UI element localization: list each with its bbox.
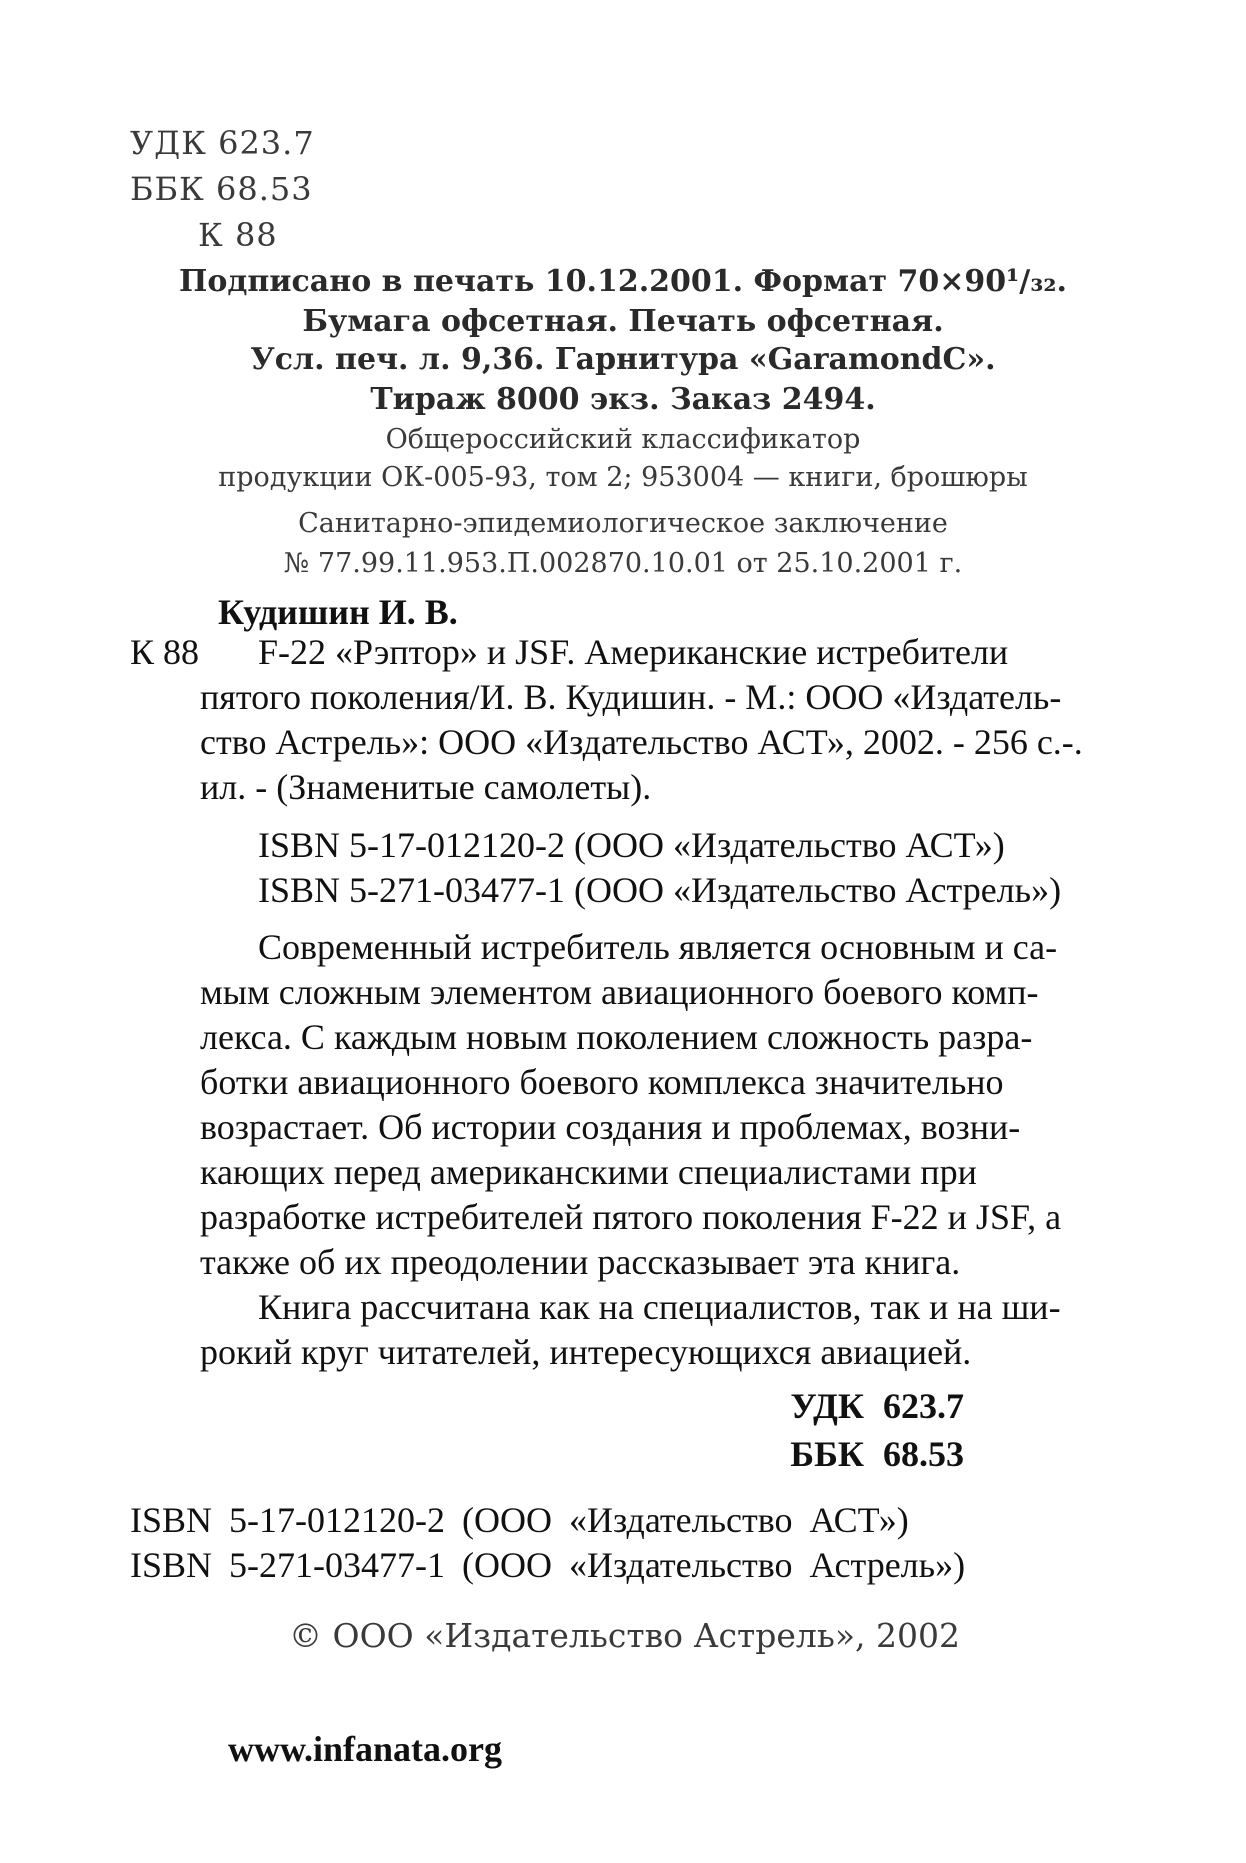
copyright-line: © ООО «Издательство Астрель», 2002 (289, 1616, 960, 1655)
isbn-footer-2: ISBN 5-271-03477-1 (ООО «Издательство Астрель») (130, 1545, 966, 1585)
udk-code-top: УДК 623.7 (130, 124, 315, 162)
abstract-line-1: Современный истребитель является основным и са- (258, 927, 1058, 967)
classifier-line-2: продукции ОК-005-93, том 2; 953004 — книги, брошюры (218, 462, 1028, 493)
author-mark-top: К 88 (198, 216, 278, 254)
abstract-line-3: лекса. С каждым новым поколением сложность разра- (200, 1017, 1033, 1057)
abstract-line-5: возрастает. Об истории создания и проблемах, возни- (200, 1107, 1021, 1147)
catalog-udk: УДК 623.7 (790, 1386, 964, 1426)
sanitary-line-2: № 77.99.11.953.П.002870.10.01 от 25.10.2001 г. (283, 548, 963, 579)
catalog-isbn-1: ISBN 5-17-012120-2 (ООО «Издательство АСТ») (258, 825, 1005, 865)
abstract-line-2: мым сложным элементом авиационного боевого комп- (200, 972, 1039, 1012)
imprint-line-4: Тираж 8000 экз. Заказ 2494. (370, 382, 876, 417)
bbk-code-top: ББК 68.53 (130, 170, 313, 208)
catalog-mark: К 88 (130, 632, 200, 672)
imprint-line-3: Усл. печ. л. 9,36. Гарнитура «GaramondC». (250, 342, 996, 377)
audience-line-2: рокий круг читателей, интересующихся авиацией. (200, 1332, 972, 1372)
abstract-line-4: ботки авиационного боевого комплекса значительно (200, 1062, 1004, 1102)
audience-line-1: Книга рассчитана как на специалистов, так и на ши- (258, 1287, 1061, 1327)
catalog-title-line-4: ил. - (Знаменитые самолеты). (200, 767, 652, 807)
catalog-isbn-2: ISBN 5-271-03477-1 (ООО «Издательство Астрель») (258, 870, 1062, 910)
sanitary-line-1: Санитарно-эпидемиологическое заключение (298, 508, 948, 539)
abstract-line-6: кающих перед американскими специалистами при (200, 1152, 977, 1192)
classifier-line-1: Общероссийский классификатор (385, 424, 861, 455)
catalog-title-line-3: ство Астрель»: ООО «Издательство АСТ», 2002. - 256 с.-. (200, 722, 1083, 762)
isbn-footer-1: ISBN 5-17-012120-2 (ООО «Издательство АСТ») (130, 1500, 909, 1540)
catalog-title-line-1: F-22 «Рэптор» и JSF. Американские истребители (258, 632, 1009, 672)
catalog-bbk: ББК 68.53 (790, 1434, 964, 1474)
catalog-title-line-2: пятого поколения/И. В. Кудишин. - М.: ООО «Издатель- (200, 677, 1062, 717)
abstract-line-8: также об их преодолении рассказывает эта книга. (200, 1242, 961, 1282)
imprint-line-1: Подписано в печать 10.12.2001. Формат 70×90¹/₃₂. (179, 264, 1067, 299)
website-link[interactable]: www.infanata.org (228, 1729, 503, 1769)
imprint-line-2: Бумага офсетная. Печать офсетная. (302, 304, 944, 339)
abstract-line-7: разработке истребителей пятого поколения F-22 и JSF, а (200, 1197, 1062, 1237)
catalog-author: Кудишин И. В. (218, 592, 458, 632)
